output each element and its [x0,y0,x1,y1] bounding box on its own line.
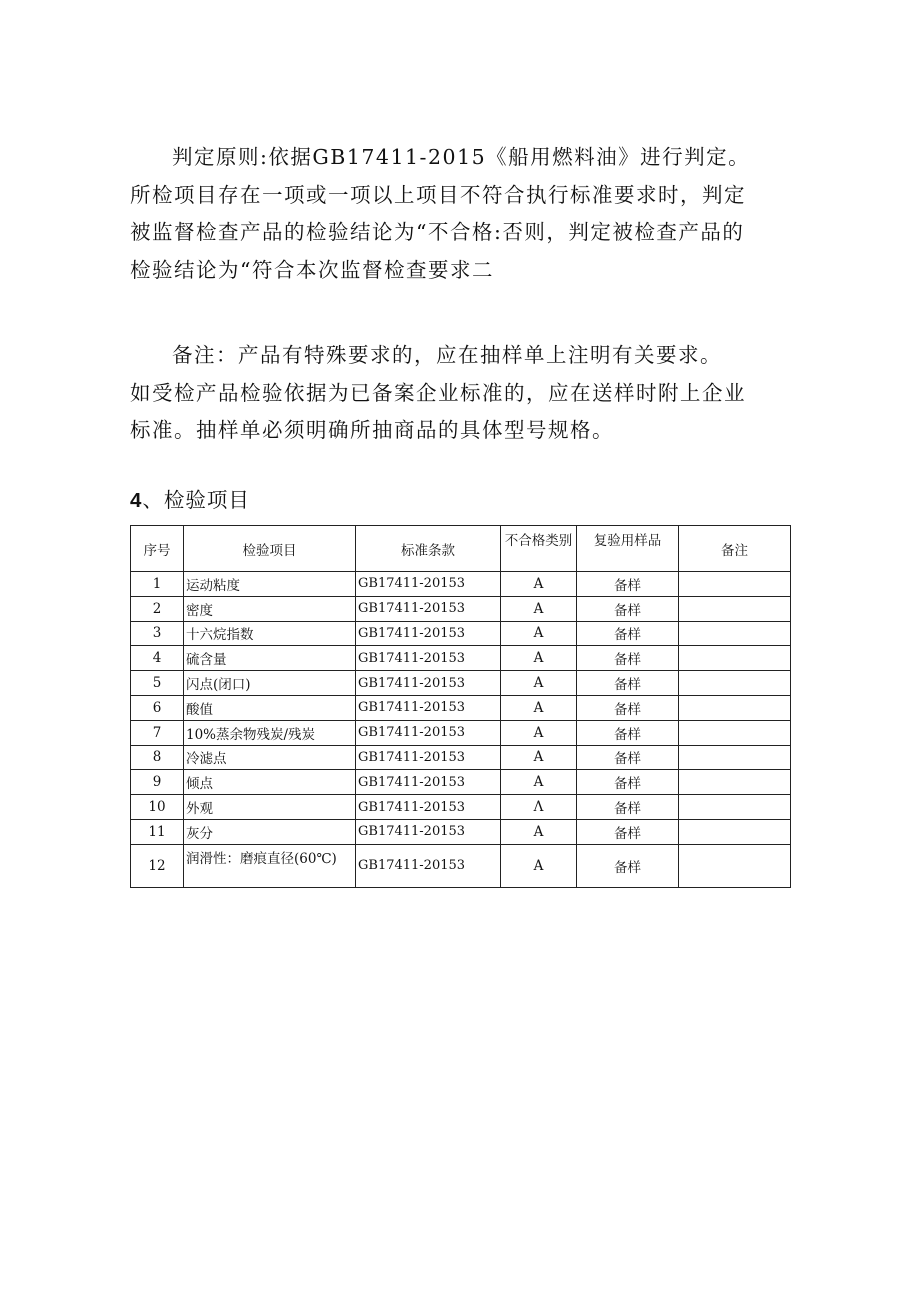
cell-note [679,572,791,597]
cell-standard: GB17411-20153 [356,745,501,770]
cell-standard: GB17411-20153 [356,819,501,844]
cell-note [679,795,791,820]
paragraph-line: 被监督检查产品的检验结论为“不合格:否则，判定被检查产品的 [130,220,745,244]
cell-note [679,671,791,696]
cell-seq: 8 [131,745,184,770]
cell-sample: 备样 [577,720,679,745]
cell-seq: 4 [131,646,184,671]
header-note: 备注 [679,526,791,572]
cell-standard: GB17411-20153 [356,695,501,720]
paragraph-line: 标准。抽样单必须明确所抽商品的具体型号规格。 [130,418,614,442]
cell-standard: GB17411-20153 [356,646,501,671]
cell-item: 酸值 [184,695,356,720]
cell-category: A [501,819,577,844]
cell-note [679,720,791,745]
cell-seq: 5 [131,671,184,696]
cell-note [679,695,791,720]
cell-item: 10%蒸余物残炭/残炭 [184,720,356,745]
cell-standard: GB17411-20153 [356,596,501,621]
cell-note [679,646,791,671]
paragraph-line: 备注：产品有特殊要求的，应在抽样单上注明有关要求。 [172,343,722,367]
cell-category: A [501,844,577,887]
cell-sample: 备样 [577,770,679,795]
cell-seq: 6 [131,695,184,720]
cell-sample: 备样 [577,671,679,696]
cell-item: 闪点(闭口) [184,671,356,696]
cell-standard: GB17411-20153 [356,770,501,795]
cell-sample: 备样 [577,844,679,887]
cell-seq: 3 [131,621,184,646]
table-row [131,770,791,795]
cell-seq: 7 [131,720,184,745]
cell-seq: 11 [131,819,184,844]
section-number: 4 [130,489,143,512]
table-row [131,695,791,720]
cell-note [679,596,791,621]
cell-standard: GB17411-20153 [356,621,501,646]
cell-category: A [501,596,577,621]
paragraph-line: 所检项目存在一项或一项以上项目不符合执行标准要求时，判定 [130,182,746,207]
cell-sample: 备样 [577,795,679,820]
judgment-paragraph [130,139,792,289]
cell-item: 运动粘度 [184,572,356,597]
cell-item: 外观 [184,795,356,820]
cell-seq: 9 [131,770,184,795]
cell-item: 倾点 [184,770,356,795]
table-row [131,795,791,820]
cell-note [679,819,791,844]
header-category: 不合格类别 [501,526,577,572]
cell-category: A [501,695,577,720]
cell-category: Λ [501,795,577,820]
header-standard: 标准条款 [356,526,501,572]
cell-standard: GB17411-20153 [356,844,501,887]
cell-note [679,844,791,887]
table-header-row [131,526,791,572]
table-row [131,572,791,597]
cell-note [679,770,791,795]
header-sample: 复验用样品 [577,526,679,572]
cell-category: A [501,671,577,696]
cell-category: A [501,572,577,597]
cell-seq: 2 [131,596,184,621]
cell-standard: GB17411-20153 [356,795,501,820]
paragraph-line: 判定原则:依据GB17411-2015《船用燃料油》进行判定。 [172,145,751,169]
table-row [131,621,791,646]
remark-paragraph [130,337,792,450]
cell-standard: GB17411-20153 [356,671,501,696]
table-row [131,646,791,671]
cell-sample: 备样 [577,572,679,597]
cell-sample: 备样 [577,695,679,720]
cell-note [679,621,791,646]
cell-item: 密度 [184,596,356,621]
cell-category: A [501,621,577,646]
cell-category: A [501,745,577,770]
section-heading [130,484,250,517]
table-row [131,844,791,887]
cell-item: 润滑性：磨痕直径(60℃) [184,844,356,887]
table-row [131,720,791,745]
cell-sample: 备样 [577,596,679,621]
cell-note [679,745,791,770]
cell-seq: 10 [131,795,184,820]
table-row [131,819,791,844]
cell-seq: 1 [131,572,184,597]
cell-category: A [501,646,577,671]
cell-item: 冷滤点 [184,745,356,770]
cell-sample: 备样 [577,745,679,770]
inspection-items-table [130,525,791,888]
header-item: 检验项目 [184,526,356,572]
cell-standard: GB17411-20153 [356,572,501,597]
paragraph-line: 如受检产品检验依据为已备案企业标准的，应在送样时附上企业 [130,380,746,405]
table-row [131,745,791,770]
cell-item: 灰分 [184,819,356,844]
cell-seq: 12 [131,844,184,887]
cell-category: A [501,770,577,795]
table-row [131,671,791,696]
section-title: 、检验项目 [142,488,250,512]
header-seq: 序号 [131,526,184,572]
paragraph-line: 检验结论为“符合本次监督检查要求二 [130,257,494,282]
table-body [131,572,791,888]
cell-sample: 备样 [577,646,679,671]
cell-item: 十六烷指数 [184,621,356,646]
table-row [131,596,791,621]
cell-category: A [501,720,577,745]
cell-sample: 备样 [577,621,679,646]
cell-standard: GB17411-20153 [356,720,501,745]
cell-sample: 备样 [577,819,679,844]
cell-item: 硫含量 [184,646,356,671]
